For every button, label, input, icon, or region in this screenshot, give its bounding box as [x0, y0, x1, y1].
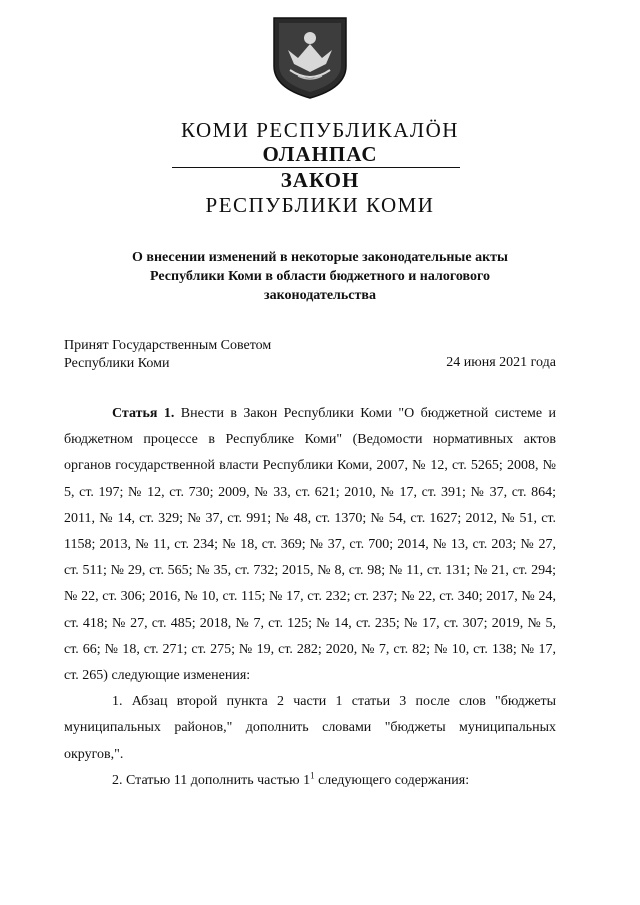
header-republic: РЕСПУБЛИКИ КОМИ: [205, 193, 435, 217]
adoption-info: [64, 337, 271, 373]
item-2-text-end: следующего содержания:: [314, 772, 470, 788]
law-title-line: Республики Коми в области бюджетного и налогового: [150, 269, 490, 284]
law-body: [64, 401, 556, 794]
law-title-line: законодательства: [264, 288, 376, 303]
header-zakon: ЗАКОН: [280, 168, 360, 192]
law-title: [100, 248, 540, 305]
article-1-heading: Статья 1.: [112, 406, 175, 421]
article-1-paragraph: [64, 401, 556, 689]
law-title-line: О внесении изменений в некоторые законодательные акты: [132, 250, 508, 265]
item-2-superscript: 1: [310, 770, 315, 781]
header-komi-language: КОМИ РЕСПУБЛИКАЛӦН: [181, 118, 459, 142]
header-olanpas: ОЛАНПАС: [262, 142, 378, 166]
article-1-text: Внести в Закон Республики Коми "О бюджетной системе и бюджетном процессе в Республике Коми" (Ведомости нормативных актов органов государственной власти Республики Коми, 2007, № 12, ст. 5265; 2008, № 5, ст. 197; № 12, ст. 730; 2009, № 33, ст. 621; 2010, № 17, ст. 391; № 37, ст. 864; 2011, № 14, ст. 329; № 37, ст. 991; № 48, ст. 1370; № 54, ст. 1627; 2012, № 51, ст. 1158; 2013, № 11, ст. 234; № 18, ст. 369; № 37, ст. 700; 2014, № 13, ст. 203; № 27, ст. 511; № 29, ст. 565; № 35, ст. 732; 2015, № 8, ст. 98; № 11, ст. 131; № 21, ст. 294; № 22, ст. 306; 2016, № 10, ст. 115; № 17, ст. 232; ст. 237; № 22, ст. 340; 2017, № 24, ст. 418; № 27, ст. 485; 2018, № 7, ст. 125; № 14, ст. 235; № 17, ст. 307; 2019, № 5, ст. 66; № 18, ст. 271; ст. 275; № 19, ст. 282; 2020, № 7, ст. 82; № 10, ст. 138; № 17, ст. 265) следующие изменения:: [64, 406, 556, 684]
item-2-text: 2. Статью 11 дополнить частью 1: [112, 772, 311, 788]
article-1-item-2: [64, 768, 556, 794]
adoption-body-line: Принят Государственным Советом: [64, 338, 272, 353]
coat-of-arms-icon: [268, 14, 352, 100]
article-1-item-1: 1. Абзац второй пункта 2 части 1 статьи 3 после слов "бюджеты муниципальных районов," дополнить словами "бюджеты муниципальных округов,".: [64, 694, 556, 762]
adoption-date: 24 июня 2021 года: [446, 355, 556, 370]
adoption-body-line: Республики Коми: [64, 356, 170, 371]
